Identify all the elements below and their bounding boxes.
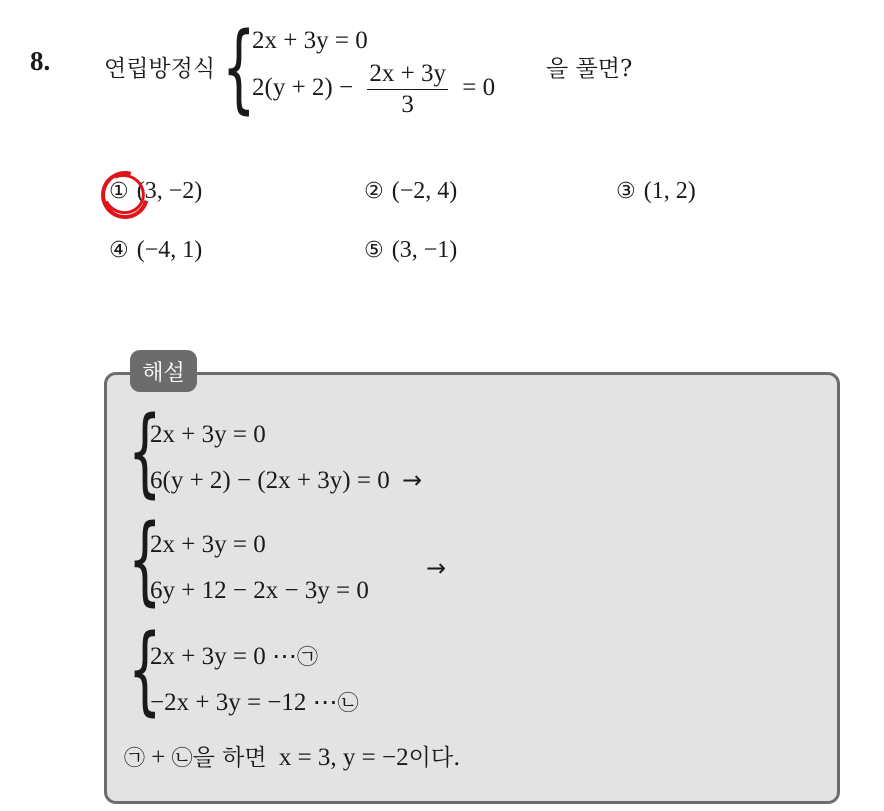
step2-arrow: → bbox=[426, 554, 447, 582]
conclusion-line bbox=[124, 739, 460, 772]
step1-line-2 bbox=[150, 466, 422, 495]
choice-2[interactable] bbox=[364, 178, 457, 205]
choice-3-number: ③ bbox=[616, 179, 636, 204]
choice-3[interactable] bbox=[616, 178, 696, 205]
choice-4-number: ④ bbox=[109, 238, 129, 263]
choice-4-text: (−4, 1) bbox=[136, 237, 203, 263]
choice-1-number: ① bbox=[109, 179, 129, 204]
system-line-2-right: = 0 bbox=[462, 74, 496, 102]
step2-line-2: 6y + 12 − 2x − 3y = 0 bbox=[150, 577, 369, 604]
system-line-1: 2x + 3y = 0 bbox=[252, 27, 368, 54]
conclusion-mark-b: ㉡ bbox=[171, 746, 193, 770]
choice-3-text: (1, 2) bbox=[643, 178, 696, 204]
answer-mark-circle-stroke bbox=[97, 168, 150, 220]
conclusion-mark-a: ㉠ bbox=[124, 746, 145, 770]
step1-line-1: 2x + 3y = 0 bbox=[150, 421, 266, 448]
step1-brace: { bbox=[128, 396, 162, 508]
choice-5-number: ⑤ bbox=[364, 238, 384, 263]
fraction-numerator: 2x + 3y bbox=[367, 60, 448, 90]
system-line-2-left: 2(y + 2) − bbox=[252, 74, 354, 102]
choice-1-text: (3, −2) bbox=[136, 178, 203, 204]
system-line-2 bbox=[252, 60, 495, 119]
choice-4[interactable] bbox=[109, 237, 202, 264]
step3-brace: { bbox=[128, 614, 162, 726]
conclusion-text-2: 이다. bbox=[408, 745, 461, 771]
choice-2-text: (−2, 4) bbox=[391, 178, 458, 204]
solution-label: 해설 bbox=[130, 350, 197, 392]
step3-line-2-text: −2x + 3y = −12 ⋯ bbox=[150, 689, 338, 716]
choice-5-text: (3, −1) bbox=[391, 237, 458, 263]
step2-brace: { bbox=[128, 504, 162, 616]
conclusion-result: x = 3, y = −2 bbox=[278, 744, 409, 771]
step1-arrow: → bbox=[401, 466, 423, 494]
choice-5[interactable] bbox=[364, 237, 457, 264]
fraction bbox=[367, 60, 448, 119]
fraction-denominator: 3 bbox=[401, 91, 414, 118]
question-prompt: 연립방정식 bbox=[104, 56, 216, 82]
step3-line-1 bbox=[150, 641, 318, 671]
question-suffix: 을 풀면? bbox=[546, 56, 633, 82]
system-brace: { bbox=[222, 12, 256, 124]
step3-line-2 bbox=[150, 687, 359, 717]
step3-mark-a: ㉠ bbox=[296, 645, 318, 669]
choice-2-number: ② bbox=[364, 179, 384, 204]
conclusion-text-1: 을 하면 bbox=[192, 745, 267, 771]
step2-line-1: 2x + 3y = 0 bbox=[150, 531, 266, 558]
step3-line-1-text: 2x + 3y = 0 ⋯ bbox=[150, 643, 297, 670]
step3-mark-b: ㉡ bbox=[337, 691, 359, 715]
conclusion-plus: + bbox=[151, 744, 166, 771]
question-number: 8. bbox=[30, 46, 51, 76]
step1-line-2-text: 6(y + 2) − (2x + 3y) = 0 bbox=[150, 467, 390, 494]
